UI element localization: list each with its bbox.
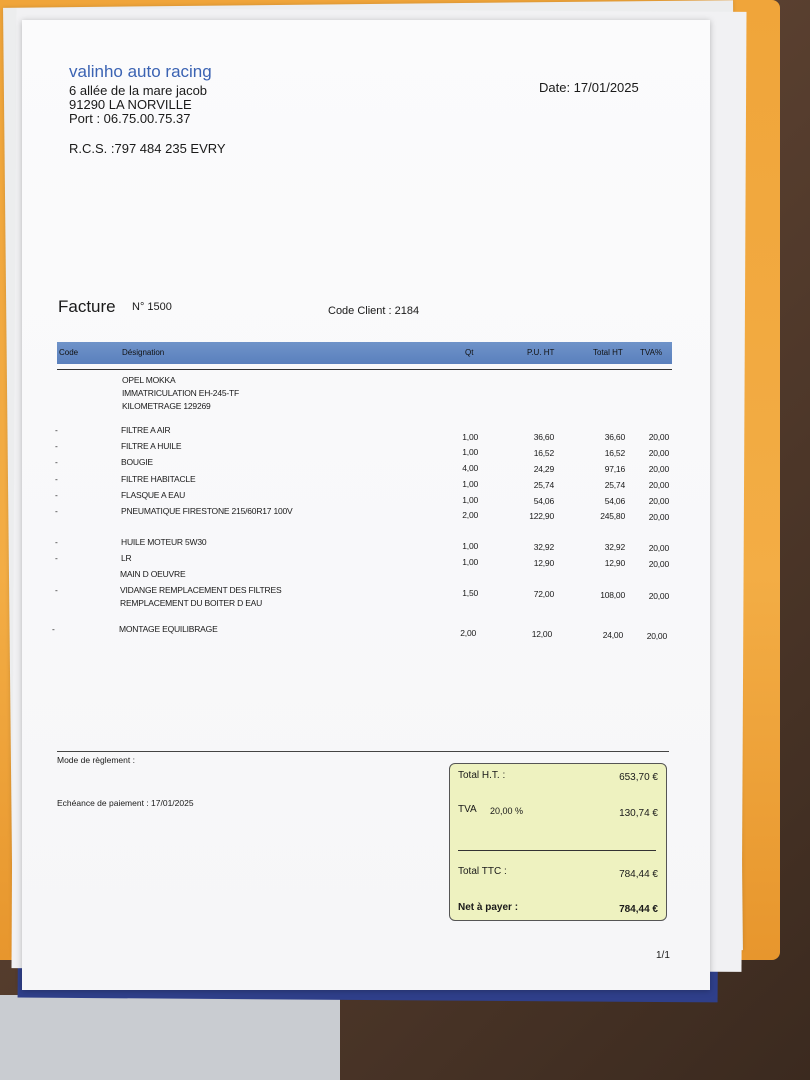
net-to-pay-value: 784,44 € bbox=[619, 904, 658, 915]
header-tva: TVA% bbox=[640, 348, 663, 357]
row-code: - bbox=[55, 457, 58, 467]
row-pu: 32,92 bbox=[533, 542, 554, 552]
row-pu: 12,90 bbox=[533, 558, 554, 568]
row-tva: 20,00 bbox=[648, 543, 669, 553]
row-designation: HUILE MOTEUR 5W30 bbox=[121, 537, 207, 547]
row-designation: FLASQUE A EAU bbox=[121, 490, 186, 500]
vehicle-registration: IMMATRICULATION EH-245-TF bbox=[122, 388, 239, 398]
row-code: - bbox=[52, 624, 55, 634]
client-code: Code Client : 2184 bbox=[328, 305, 420, 317]
row-qt: 2,00 bbox=[460, 628, 476, 638]
net-to-pay-label: Net à payer : bbox=[458, 902, 519, 913]
row-pu: 122,90 bbox=[529, 511, 554, 521]
row-designation: BOUGIE bbox=[121, 457, 153, 467]
company-rcs: R.C.S. :797 484 235 EVRY bbox=[69, 141, 226, 156]
row-qt: 1,00 bbox=[462, 557, 478, 567]
total-ht-label: Total H.T. : bbox=[458, 770, 506, 781]
header-qt: Qt bbox=[465, 348, 474, 357]
row-designation: FILTRE A AIR bbox=[121, 425, 171, 435]
row-tva: 20,00 bbox=[648, 432, 669, 442]
row-designation: VIDANGE REMPLACEMENT DES FILTRES bbox=[120, 585, 282, 595]
row-pu: 16,52 bbox=[533, 448, 554, 458]
tva-amount: 130,74 € bbox=[619, 808, 658, 819]
row-designation: MAIN D OEUVRE bbox=[120, 569, 186, 579]
row-pu: 72,00 bbox=[533, 589, 554, 599]
footer-divider bbox=[57, 751, 669, 752]
row-tva: 20,00 bbox=[646, 631, 667, 641]
row-pu: 24,29 bbox=[533, 464, 554, 474]
row-qt: 2,00 bbox=[462, 510, 478, 520]
row-code: - bbox=[55, 490, 58, 500]
row-code: - bbox=[55, 474, 58, 484]
company-address-line2: 91290 LA NORVILLE bbox=[69, 97, 192, 112]
payment-method-label: Mode de règlement : bbox=[57, 755, 135, 765]
payment-due-date: Echéance de paiement : 17/01/2025 bbox=[57, 798, 194, 808]
row-designation: FILTRE A HUILE bbox=[121, 441, 182, 451]
header-designation: Désignation bbox=[122, 348, 165, 357]
row-code: - bbox=[55, 441, 58, 451]
row-qt: 4,00 bbox=[462, 463, 478, 473]
vehicle-mileage: KILOMETRAGE 129269 bbox=[122, 401, 211, 411]
row-tva: 20,00 bbox=[648, 480, 669, 490]
row-code: - bbox=[55, 585, 58, 595]
tva-rate: 20,00 % bbox=[490, 806, 524, 816]
row-total: 24,00 bbox=[602, 630, 623, 640]
row-designation: FILTRE HABITACLE bbox=[121, 474, 196, 484]
header-pu: P.U. HT bbox=[527, 348, 555, 357]
table-header bbox=[57, 342, 672, 364]
row-tva: 20,00 bbox=[648, 448, 669, 458]
row-pu: 25,74 bbox=[533, 480, 554, 490]
total-ttc-value: 784,44 € bbox=[619, 869, 658, 880]
row-total: 108,00 bbox=[600, 590, 625, 600]
company-phone: Port : 06.75.00.75.37 bbox=[69, 111, 191, 126]
header-divider bbox=[57, 369, 672, 370]
row-qt: 1,00 bbox=[462, 432, 478, 442]
tva-label: TVA bbox=[458, 804, 477, 815]
company-address-line1: 6 allée de la mare jacob bbox=[69, 83, 208, 98]
total-ht-value: 653,70 € bbox=[619, 772, 658, 783]
total-ttc-label: Total TTC : bbox=[458, 866, 507, 877]
row-total: 36,60 bbox=[604, 432, 625, 442]
row-designation-2: REMPLACEMENT DU BOITER D EAU bbox=[120, 598, 263, 608]
header-code: Code bbox=[59, 348, 79, 357]
row-designation: PNEUMATIQUE FIRESTONE 215/60R17 100V bbox=[121, 506, 293, 516]
row-tva: 20,00 bbox=[648, 559, 669, 569]
totals-box bbox=[449, 763, 667, 921]
row-tva: 20,00 bbox=[648, 512, 669, 522]
invoice-date: Date: 17/01/2025 bbox=[539, 80, 639, 95]
row-qt: 1,00 bbox=[462, 479, 478, 489]
row-pu: 54,06 bbox=[533, 496, 554, 506]
row-total: 16,52 bbox=[604, 448, 625, 458]
row-tva: 20,00 bbox=[648, 591, 669, 601]
row-qt: 1,00 bbox=[462, 495, 478, 505]
invoice-number: N° 1500 bbox=[132, 301, 172, 313]
row-total: 54,06 bbox=[604, 496, 625, 506]
row-total: 25,74 bbox=[604, 480, 625, 490]
row-code: - bbox=[55, 537, 58, 547]
row-code: - bbox=[55, 553, 58, 563]
row-qt: 1,00 bbox=[462, 541, 478, 551]
row-total: 245,80 bbox=[600, 511, 625, 521]
vehicle-model: OPEL MOKKA bbox=[122, 375, 176, 385]
invoice-title: Facture bbox=[58, 297, 116, 316]
row-designation: LR bbox=[121, 553, 132, 563]
row-pu: 36,60 bbox=[533, 432, 554, 442]
row-total: 97,16 bbox=[604, 464, 625, 474]
row-tva: 20,00 bbox=[648, 496, 669, 506]
row-total: 32,92 bbox=[604, 542, 625, 552]
row-tva: 20,00 bbox=[648, 464, 669, 474]
page-number: 1/1 bbox=[656, 950, 670, 961]
row-qt: 1,00 bbox=[462, 447, 478, 457]
row-qt: 1,50 bbox=[462, 588, 478, 598]
company-name: valinho auto racing bbox=[69, 62, 212, 81]
row-total: 12,90 bbox=[604, 558, 625, 568]
totals-divider bbox=[458, 850, 656, 851]
header-total: Total HT bbox=[593, 348, 623, 357]
invoice-page bbox=[22, 20, 710, 990]
row-code: - bbox=[55, 425, 58, 435]
row-pu: 12,00 bbox=[531, 629, 552, 639]
row-code: - bbox=[55, 506, 58, 516]
row-designation: MONTAGE EQUILIBRAGE bbox=[119, 624, 218, 634]
background-strip bbox=[0, 995, 340, 1080]
